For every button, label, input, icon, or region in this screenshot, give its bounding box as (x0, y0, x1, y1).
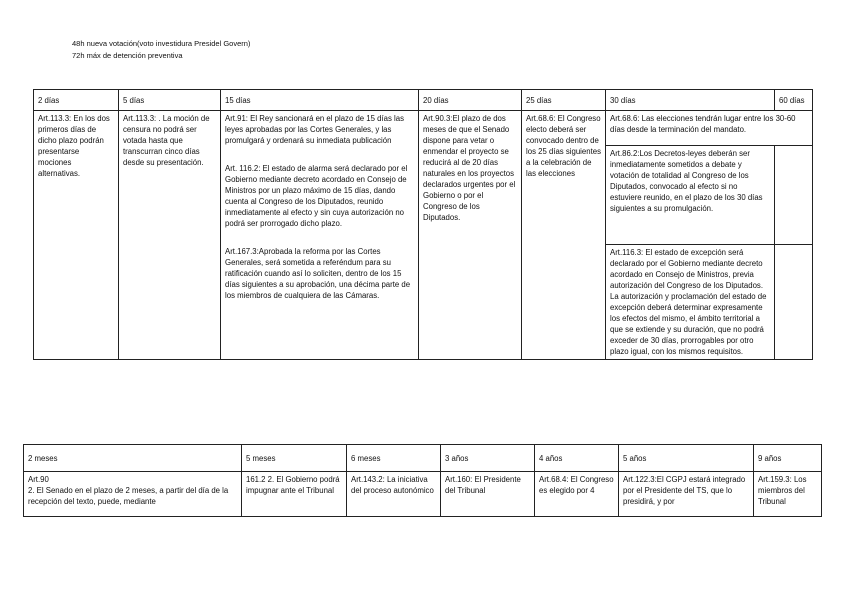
cell-6-meses (347, 472, 441, 517)
note-line: 72h máx de detención preventiva (72, 51, 183, 60)
cell-9-anos (754, 472, 822, 517)
cell-2-meses (24, 472, 242, 517)
cell-5-dias: Art.113.3: . La moción de censura no podrá ser votada hasta que transcurran cinco días desde su presentación. (119, 111, 221, 360)
article-text: Art.68.4: El Congreso es elegido por 4 (539, 475, 614, 495)
article-text: Art. 116.2: El estado de alarma será declarado por el Gobierno mediante decreto acordado en Consejo de Ministros por un plazo máximo de 15 días, dando cuenta al Congreso de los Diputados, reunido inmediatamente al efecto y sin cuya autorización no podrá ser prorrogado dicho plazo. (225, 164, 408, 228)
header-20-dias: 20 días (419, 90, 522, 111)
header-2-meses: 2 meses (24, 445, 242, 472)
cell-60-dias-empty (775, 146, 813, 245)
header-30-dias: 30 días (606, 90, 775, 111)
cell-60-dias-empty (775, 245, 813, 360)
cell-15-dias (221, 111, 419, 360)
article-text: 161.2 2. El Gobierno podrá impugnar ante el Tribunal (246, 475, 340, 495)
cell-4-anos (535, 472, 619, 517)
header-5-meses: 5 meses (242, 445, 347, 472)
header-60-dias: 60 días (775, 90, 813, 111)
article-text: Art.91: El Rey sancionará en el plazo de 15 días las leyes aprobadas por las Cortes Generales, y las promulgará y ordenará su inmediata publicación (225, 114, 405, 145)
cell-5-meses (242, 472, 347, 517)
cell-20-dias: Art.90.3:El plazo de dos meses de que el Senado dispone para vetar o enmendar el proyecto se reducirá al de 20 días naturales en los proyectos declarados urgentes por el Gobierno o por el Congreso de los Diputados. (419, 111, 522, 360)
article-text: Art.122.3:El CGPJ estará integrado por el Presidente del TS, que lo presidirá, y por (623, 475, 746, 506)
plazos-dias-table (33, 89, 813, 360)
cell-30-dias-excepcion: Art.116.3: El estado de excepción será declarado por el Gobierno mediante decreto acordado en Consejo de Ministros, previa autorización del Congreso de los Diputados. La autorización y proclamación del estado de excepción deberá determinar expresamente los efectos del mismo, el ámbito territorial a que se extiende y su duración, que no podrá exceder de 30 días, prorrogables por otro plazo igual, con los mismos requisitos. (606, 245, 775, 360)
cell-5-anos (619, 472, 754, 517)
cell-2-dias: Art.113.3: En los dos primeros días de dicho plazo podrán presentarse mociones alternativas. (34, 111, 119, 360)
article-text: Art.90 2. El Senado en el plazo de 2 meses, a partir del día de la recepción del texto, puede, mediante (28, 475, 229, 506)
cell-30-60-dias: Art.68.6: Las elecciones tendrán lugar entre los 30-60 días desde la terminación del mandato. (606, 111, 813, 146)
note-line: 48h nueva votación(voto investidura Presidel Govern) (72, 39, 251, 48)
cell-25-dias: Art.68.6: El Congreso electo deberá ser convocado dentro de los 25 días siguientes a la celebración de las elecciones (522, 111, 606, 360)
header-5-anos: 5 años (619, 445, 754, 472)
header-6-meses: 6 meses (347, 445, 441, 472)
header-notes (72, 38, 250, 62)
header-9-anos: 9 años (754, 445, 822, 472)
cell-3-anos (441, 472, 535, 517)
header-4-anos: 4 años (535, 445, 619, 472)
header-2-dias: 2 días (34, 90, 119, 111)
plazos-meses-anos-table (23, 444, 822, 517)
header-3-anos: 3 años (441, 445, 535, 472)
header-25-dias: 25 días (522, 90, 606, 111)
article-text: Art.143.2: La iniciativa del proceso autonómico (351, 475, 434, 495)
header-15-dias: 15 días (221, 90, 419, 111)
article-text: Art.159.3: Los miembros del Tribunal (758, 475, 807, 506)
article-text: Art.160: El Presidente del Tribunal (445, 475, 521, 495)
header-5-dias: 5 días (119, 90, 221, 111)
cell-30-dias-decretos: Art.86.2:Los Decretos-leyes deberán ser inmediatamente sometidos a debate y votación de totalidad al Congreso de los Diputados, convocado al efecto si no estuviere reunido, en el plazo de los 30 días siguientes a su promulgación. (606, 146, 775, 245)
article-text: Art.167.3:Aprobada la reforma por las Cortes Generales, será sometida a referéndum para su ratificación cuando así lo soliciten, dentro de los 15 días siguientes a su aprobación, una décima parte de los miembros de cualquiera de las Cámaras. (225, 247, 411, 300)
